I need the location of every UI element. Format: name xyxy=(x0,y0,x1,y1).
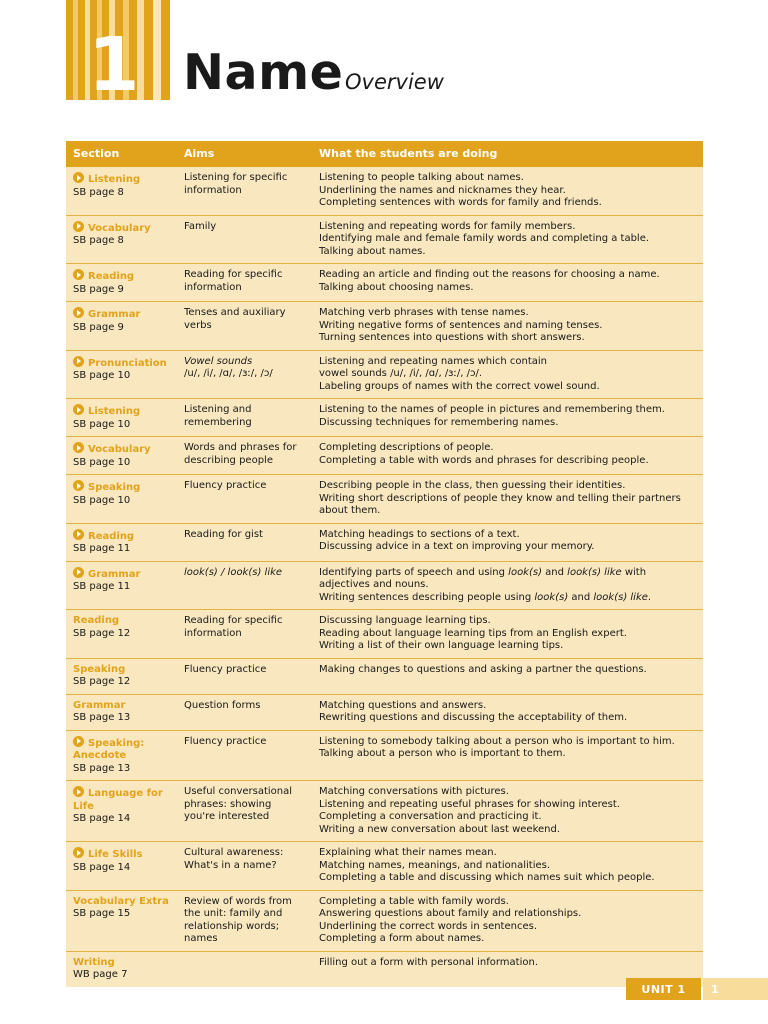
section-page: SB page 11 xyxy=(73,581,131,592)
activity-line: Identifying male and female family words and completing a table. xyxy=(319,233,650,244)
aims-line: the unit: family and xyxy=(184,908,283,919)
activities-cell xyxy=(313,216,703,264)
play-audio-icon xyxy=(73,736,84,747)
aims-cell xyxy=(178,842,313,890)
play-audio-icon xyxy=(73,356,84,367)
section-name xyxy=(73,172,178,187)
activity-line: Filling out a form with personal information. xyxy=(319,956,539,968)
activity-line: Explaining what their names mean. xyxy=(319,847,497,858)
aims-line: Reading for gist xyxy=(184,528,263,540)
aims-line: Tenses and auxiliary xyxy=(184,307,286,318)
section-page: SB page 12 xyxy=(73,676,131,687)
section-label: Language for Life xyxy=(73,788,163,812)
aims-line: Fluency practice xyxy=(184,480,267,491)
section-cell xyxy=(66,524,178,561)
section-cell xyxy=(66,216,178,264)
activity-line: Listening and repeating useful phrases for showing interest. xyxy=(319,798,620,810)
aims-line: /u/, /i/, /ɑ/, /ɜː/, /ɔ/ xyxy=(184,368,273,379)
section-label: Listening xyxy=(88,406,141,417)
aims-cell xyxy=(178,437,313,474)
activity-line: Writing sentences describing people using look(s) and look(s) like. xyxy=(319,591,652,603)
aims-line: describing people xyxy=(184,454,273,466)
aims-line: Useful conversational xyxy=(184,786,293,797)
activities-cell xyxy=(313,351,703,399)
table-row xyxy=(66,302,703,351)
activities-cell xyxy=(313,842,703,890)
activities-cell xyxy=(313,610,703,658)
aims-line: Vowel sounds xyxy=(184,355,253,367)
section-cell xyxy=(66,610,178,658)
section-label: Speaking xyxy=(88,482,141,493)
table-row xyxy=(66,731,703,782)
play-audio-icon xyxy=(73,480,84,491)
activity-line: Talking about names. xyxy=(319,245,426,257)
section-name xyxy=(73,786,178,813)
section-cell xyxy=(66,351,178,399)
section-name xyxy=(73,221,178,236)
header-aims: Aims xyxy=(184,146,215,160)
activity-line: Completing a table with words and phrases for describing people. xyxy=(319,454,649,466)
section-page: SB page 14 xyxy=(73,861,131,873)
section-cell xyxy=(66,891,178,951)
section-page: SB page 13 xyxy=(73,762,131,774)
activity-line: Labeling groups of names with the correct vowel sound. xyxy=(319,380,600,392)
activity-line: Listening to somebody talking about a person who is important to him. xyxy=(319,735,675,747)
activity-line: Matching questions and answers. xyxy=(319,699,487,711)
section-name xyxy=(73,269,178,284)
aims-cell xyxy=(178,399,313,436)
table-row xyxy=(66,562,703,611)
activity-line: Underlining the names and nicknames they hear. xyxy=(319,184,566,196)
aims-cell xyxy=(178,952,313,987)
section-label: Listening xyxy=(88,174,141,185)
section-label: Reading xyxy=(88,530,135,542)
activity-line: Completing descriptions of people. xyxy=(319,442,494,453)
stripe xyxy=(66,0,73,100)
table-row xyxy=(66,659,703,695)
play-audio-icon xyxy=(73,567,84,578)
table-row xyxy=(66,524,703,562)
activity-line: Turning sentences into questions with short answers. xyxy=(319,332,585,343)
activity-line: Talking about a person who is important to them. xyxy=(319,748,566,759)
section-label: Grammar xyxy=(88,309,141,320)
section-cell xyxy=(66,952,178,987)
table-row xyxy=(66,695,703,731)
activity-line: Listening and repeating names which contain xyxy=(319,355,548,367)
activities-cell xyxy=(313,524,703,561)
aims-line: look(s) / look(s) like xyxy=(184,566,283,578)
table-row xyxy=(66,891,703,952)
aims-cell xyxy=(178,167,313,215)
aims-cell xyxy=(178,524,313,561)
section-label: Vocabulary Extra xyxy=(73,895,169,907)
play-audio-icon xyxy=(73,307,84,318)
activity-line: Matching conversations with pictures. xyxy=(319,786,509,797)
aims-line: Reading for specific xyxy=(184,615,283,626)
activity-line: Reading about language learning tips from an English expert. xyxy=(319,627,627,639)
aims-line: information xyxy=(184,184,242,196)
section-name xyxy=(73,480,178,495)
section-page: SB page 10 xyxy=(73,370,131,381)
table-row xyxy=(66,781,703,842)
aims-cell xyxy=(178,659,313,694)
table-body xyxy=(66,167,703,987)
table-row xyxy=(66,952,703,987)
section-name xyxy=(73,847,178,862)
section-label: Life Skills xyxy=(88,849,143,860)
section-cell xyxy=(66,842,178,890)
activities-cell xyxy=(313,659,703,694)
aims-cell xyxy=(178,351,313,399)
table-row xyxy=(66,216,703,265)
table-row xyxy=(66,475,703,524)
activity-line: Listening to the names of people in pictures and remembering them. xyxy=(319,404,665,415)
play-audio-icon xyxy=(73,786,84,797)
section-page: SB page 8 xyxy=(73,186,124,198)
section-cell xyxy=(66,399,178,436)
section-name xyxy=(73,567,178,582)
section-label: Vocabulary xyxy=(88,444,151,455)
section-cell xyxy=(66,659,178,694)
activity-line: Writing a new conversation about last weekend. xyxy=(319,823,561,835)
activities-cell xyxy=(313,781,703,841)
aims-cell xyxy=(178,695,313,730)
table-row xyxy=(66,842,703,891)
section-name xyxy=(73,356,178,371)
activity-line: Identifying parts of speech and using look(s) and look(s) like with xyxy=(319,566,647,578)
activity-line: Completing a conversation and practicing it. xyxy=(319,811,542,822)
aims-line: Listening and xyxy=(184,404,252,415)
section-label: Reading xyxy=(73,615,120,626)
activity-line: Talking about choosing names. xyxy=(319,281,474,293)
aims-line: names xyxy=(184,933,218,944)
section-label: Reading xyxy=(88,271,135,282)
section-cell xyxy=(66,475,178,523)
section-page: SB page 11 xyxy=(73,543,131,554)
section-page: SB page 10 xyxy=(73,456,131,468)
section-cell xyxy=(66,302,178,350)
section-page: SB page 13 xyxy=(73,712,131,723)
aims-cell xyxy=(178,475,313,523)
aims-line: you're interested xyxy=(184,811,270,822)
overview-table xyxy=(66,141,703,987)
section-page: SB page 8 xyxy=(73,235,124,246)
activities-cell xyxy=(313,437,703,474)
activities-cell xyxy=(313,562,703,610)
activity-line: vowel sounds /u/, /i/, /ɑ/, /ɜː/, /ɔ/. xyxy=(319,368,483,379)
activity-line: Making changes to questions and asking a partner the questions. xyxy=(319,663,647,675)
section-label: Grammar xyxy=(88,568,141,580)
play-audio-icon xyxy=(73,269,84,280)
aims-cell xyxy=(178,731,313,781)
page-subtitle: Overview xyxy=(345,70,444,94)
section-label: Speaking: Anecdote xyxy=(73,737,145,761)
aims-line: relationship words; xyxy=(184,920,280,932)
header-activities: What the students are doing xyxy=(319,146,498,160)
aims-line: information xyxy=(184,627,242,639)
play-audio-icon xyxy=(73,221,84,232)
section-name xyxy=(73,404,178,419)
aims-cell xyxy=(178,781,313,841)
page-number: 1 xyxy=(703,978,768,1000)
aims-line: What's in a name? xyxy=(184,859,277,871)
activity-line: Listening and repeating words for family members. xyxy=(319,220,576,232)
activities-cell xyxy=(313,731,703,781)
header-section: Section xyxy=(73,146,120,160)
activities-cell xyxy=(313,302,703,350)
activities-cell xyxy=(313,891,703,951)
section-cell xyxy=(66,781,178,841)
aims-cell xyxy=(178,302,313,350)
activities-cell xyxy=(313,475,703,523)
section-page: SB page 10 xyxy=(73,418,131,430)
aims-line: Listening for specific xyxy=(184,172,288,183)
section-name xyxy=(73,700,178,713)
table-row xyxy=(66,264,703,302)
stripe xyxy=(144,0,153,100)
activity-line: Describing people in the class, then guessing their identities. xyxy=(319,480,626,491)
aims-line: Question forms xyxy=(184,699,261,711)
activity-line: Discussing advice in a text on improving your memory. xyxy=(319,541,595,552)
aims-line: verbs xyxy=(184,319,212,331)
activity-line: Matching headings to sections of a text. xyxy=(319,528,520,540)
activity-line: Completing a form about names. xyxy=(319,933,485,944)
section-page: SB page 14 xyxy=(73,813,131,824)
section-name xyxy=(73,307,178,322)
aims-cell xyxy=(178,562,313,610)
section-page: SB page 10 xyxy=(73,494,131,506)
activity-line: Reading an article and finding out the reasons for choosing a name. xyxy=(319,269,660,280)
activity-line: adjectives and nouns. xyxy=(319,579,429,590)
section-label: Pronunciation xyxy=(88,357,167,369)
stripe xyxy=(78,0,85,100)
play-audio-icon xyxy=(73,442,84,453)
unit-number: 1 xyxy=(88,22,138,108)
stripe xyxy=(137,0,144,100)
aims-cell xyxy=(178,264,313,301)
section-cell xyxy=(66,167,178,215)
activity-line: Writing a list of their own language learning tips. xyxy=(319,640,564,651)
activity-line: Writing negative forms of sentences and naming tenses. xyxy=(319,319,603,331)
section-cell xyxy=(66,562,178,610)
section-name xyxy=(73,442,178,457)
page-title: Name xyxy=(183,44,344,101)
stripe xyxy=(153,0,161,100)
section-label: Writing xyxy=(73,956,115,968)
aims-line: remembering xyxy=(184,416,252,428)
table-row xyxy=(66,399,703,437)
table-row xyxy=(66,610,703,659)
aims-line: Review of words from xyxy=(184,895,292,907)
section-page: SB page 9 xyxy=(73,283,124,295)
activity-line: Matching names, meanings, and nationalities. xyxy=(319,859,551,871)
aims-cell xyxy=(178,610,313,658)
section-cell xyxy=(66,731,178,781)
activity-line: Matching verb phrases with tense names. xyxy=(319,307,529,318)
section-name xyxy=(73,529,178,544)
activity-line: Completing a table with family words. xyxy=(319,895,509,907)
activity-line: Discussing language learning tips. xyxy=(319,615,491,626)
section-cell xyxy=(66,437,178,474)
activities-cell xyxy=(313,167,703,215)
activities-cell xyxy=(313,264,703,301)
aims-line: Reading for specific xyxy=(184,269,283,280)
activity-line: Rewriting questions and discussing the acceptability of them. xyxy=(319,712,628,723)
section-page: SB page 12 xyxy=(73,627,131,639)
play-audio-icon xyxy=(73,847,84,858)
section-label: Speaking xyxy=(73,663,126,675)
aims-line: Cultural awareness: xyxy=(184,847,284,858)
play-audio-icon xyxy=(73,529,84,540)
aims-line: Fluency practice xyxy=(184,663,267,675)
play-audio-icon xyxy=(73,172,84,183)
table-row xyxy=(66,351,703,400)
section-cell xyxy=(66,695,178,730)
stripe xyxy=(161,0,170,100)
aims-line: Fluency practice xyxy=(184,735,267,747)
activities-cell xyxy=(313,695,703,730)
play-audio-icon xyxy=(73,404,84,415)
section-name xyxy=(73,896,178,909)
section-name xyxy=(73,957,178,970)
activity-line: Writing short descriptions of people they know and telling their partners xyxy=(319,492,681,504)
table-row xyxy=(66,437,703,475)
aims-cell xyxy=(178,216,313,264)
activity-line: Discussing techniques for remembering names. xyxy=(319,416,559,428)
section-label: Vocabulary xyxy=(88,222,151,234)
section-name xyxy=(73,615,178,628)
activity-line: Underlining the correct words in sentences. xyxy=(319,920,538,932)
activity-line: Listening to people talking about names. xyxy=(319,172,524,183)
aims-line: Family xyxy=(184,220,217,232)
activity-line: Completing sentences with words for family and friends. xyxy=(319,197,602,208)
activity-line: about them. xyxy=(319,505,381,516)
section-page: SB page 15 xyxy=(73,908,131,919)
table-header xyxy=(66,141,703,167)
section-page: WB page 7 xyxy=(73,969,128,980)
activities-cell xyxy=(313,399,703,436)
section-cell xyxy=(66,264,178,301)
section-label: Grammar xyxy=(73,699,126,711)
aims-cell xyxy=(178,891,313,951)
table-row xyxy=(66,167,703,216)
aims-line: information xyxy=(184,281,242,293)
section-name xyxy=(73,664,178,677)
activity-line: Answering questions about family and relationships. xyxy=(319,908,582,919)
activity-line: Completing a table and discussing which names suit which people. xyxy=(319,872,655,883)
aims-line: phrases: showing xyxy=(184,798,272,810)
aims-line: Words and phrases for xyxy=(184,442,297,453)
section-page: SB page 9 xyxy=(73,321,124,333)
unit-badge: UNIT 1 xyxy=(626,978,701,1000)
section-name xyxy=(73,736,178,763)
